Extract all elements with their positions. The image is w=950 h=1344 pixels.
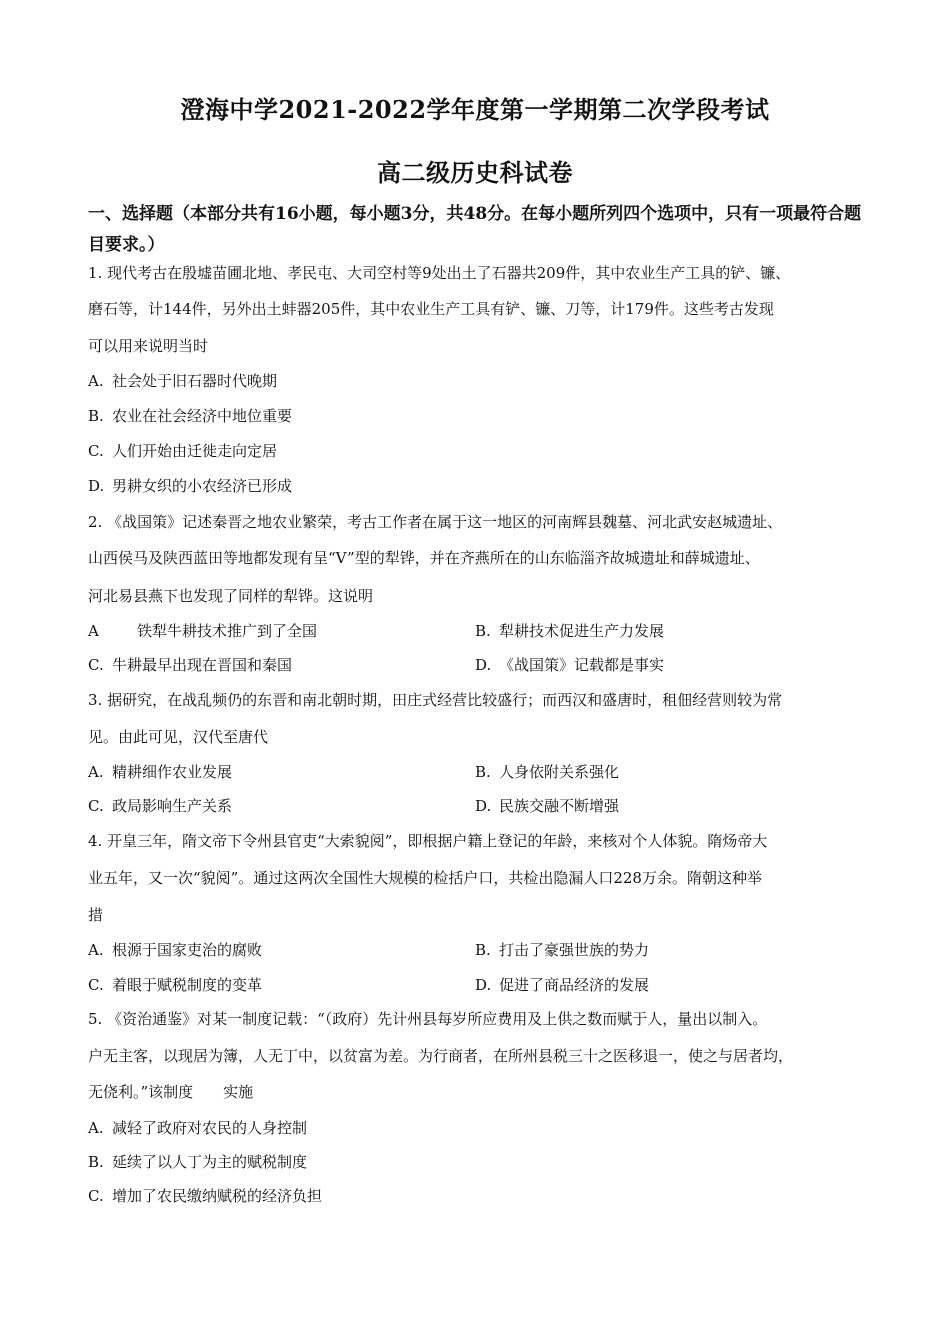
question-3-option-c[interactable] — [88, 795, 232, 816]
option-letter: A. — [88, 1119, 104, 1137]
question-1-stem-line-2: 磨石等，计144件，另外出土蚌器205件，其中农业生产工具有铲、镰、刀等，计179件。这些考古发现 — [88, 300, 774, 318]
question-1-option-a[interactable] — [88, 370, 277, 391]
question-5-stem-line-3: 无侥利。”该制度 实施 — [88, 1083, 254, 1101]
option-text: 人身依附关系强化 — [499, 763, 620, 781]
option-text: 社会处于旧石器时代晚期 — [112, 372, 278, 390]
option-letter: A. — [88, 763, 104, 781]
option-letter: C. — [88, 656, 104, 674]
question-4-option-d[interactable] — [475, 974, 649, 995]
question-3-option-b[interactable] — [475, 761, 619, 782]
question-2-stem-line-1: 2. 《战国策》记述秦晋之地农业繁荣，考古工作者在属于这一地区的河南辉县魏墓、河北武安赵城遗址、 — [88, 513, 783, 531]
question-4-stem-line-3: 措 — [88, 906, 104, 924]
option-text: 减轻了政府对农民的人身控制 — [112, 1119, 308, 1137]
question-4-option-a[interactable] — [88, 939, 262, 960]
question-5-option-a[interactable] — [88, 1117, 307, 1138]
question-2-option-c[interactable] — [88, 654, 292, 675]
option-text: 《战国策》记载都是事实 — [499, 656, 665, 674]
question-2-option-b[interactable] — [475, 620, 664, 641]
option-text: 农业在社会经济中地位重要 — [112, 407, 293, 425]
option-letter: C. — [88, 797, 104, 815]
option-text: 增加了农民缴纳赋税的经济负担 — [112, 1187, 323, 1205]
question-1-stem-line-3: 可以用来说明当时 — [88, 337, 209, 355]
option-text: 民族交融不断增强 — [499, 797, 620, 815]
question-1-option-d[interactable] — [88, 475, 292, 496]
option-text: 着眼于赋税制度的变革 — [112, 976, 263, 994]
exam-subtitle: 高二级历史科试卷 — [377, 158, 573, 187]
option-letter: C. — [88, 442, 104, 460]
question-4-option-b[interactable] — [475, 939, 649, 960]
question-4-stem-line-1: 4. 开皇三年，隋文帝下令州县官吏“大索貌阅”，即根据户籍上登记的年龄，来核对个人体貌。隋炀帝大 — [88, 832, 768, 850]
option-text: 根源于国家吏治的腐败 — [112, 941, 263, 959]
question-5-stem-line-2: 户无主客，以现居为簿，人无丁中，以贫富为差。为行商者，在所州县税三十之医移退一，使之与居者均， — [88, 1047, 794, 1065]
option-text: 男耕女织的小农经济已形成 — [112, 477, 293, 495]
question-5-option-c[interactable] — [88, 1185, 322, 1206]
option-text: 打击了豪强世族的势力 — [499, 941, 650, 959]
option-letter: C. — [88, 1187, 104, 1205]
option-letter: D. — [475, 656, 492, 674]
option-letter: D. — [475, 797, 492, 815]
question-4-option-c[interactable] — [88, 974, 262, 995]
question-3-option-d[interactable] — [475, 795, 619, 816]
question-2-stem-line-3: 河北易县燕下也发现了同样的犁铧。这说明 — [88, 587, 374, 605]
option-letter: A. — [88, 941, 104, 959]
question-1-stem-line-1: 1. 现代考古在殷墟苗圃北地、孝民屯、大司空村等9处出土了石器共209件，其中农业生产工具的铲、镰、 — [88, 264, 791, 282]
option-letter: A — [88, 622, 99, 640]
question-3-option-a[interactable] — [88, 761, 232, 782]
question-3-stem-line-2: 见。由此可见，汉代至唐代 — [88, 728, 269, 746]
option-text: 犁耕技术促进生产力发展 — [499, 622, 665, 640]
option-text: 人们开始由迁徙走向定居 — [112, 442, 278, 460]
option-letter: A. — [88, 372, 104, 390]
option-letter: C. — [88, 976, 104, 994]
question-2-option-d[interactable] — [475, 654, 664, 675]
option-text: 延续了以人丁为主的赋税制度 — [112, 1153, 308, 1171]
option-letter: D. — [475, 976, 492, 994]
question-2-option-a[interactable] — [88, 620, 317, 641]
option-letter: B. — [475, 622, 491, 640]
option-text: 精耕细作农业发展 — [112, 763, 233, 781]
option-letter: B. — [475, 941, 491, 959]
question-4-stem-line-2: 业五年，又一次“貌阅”。通过这两次全国性大规模的检括户口，共检出隐漏人口228万余。隋朝这种举 — [88, 869, 762, 887]
option-letter: B. — [88, 407, 104, 425]
question-5-stem-line-1: 5. 《资治通鉴》对某一制度记载：“（政府）先计州县每岁所应费用及上供之数而赋于人，量出以制入。 — [88, 1010, 768, 1028]
question-5-option-b[interactable] — [88, 1151, 307, 1172]
option-text: 促进了商品经济的发展 — [499, 976, 650, 994]
option-letter: B. — [475, 763, 491, 781]
question-1-option-b[interactable] — [88, 405, 292, 426]
question-1-option-c[interactable] — [88, 440, 277, 461]
option-letter: D. — [88, 477, 105, 495]
option-letter: B. — [88, 1153, 104, 1171]
option-text: 政局影响生产关系 — [112, 797, 233, 815]
question-3-stem-line-1: 3. 据研究，在战乱频仍的东晋和南北朝时期，田庄式经营比较盛行；而西汉和盛唐时，租佃经营则较为常 — [88, 691, 783, 709]
question-2-stem-line-2: 山西侯马及陕西蓝田等地都发现有呈“V”型的犁铧，并在齐燕所在的山东临淄齐故城遗址和薛城遗址、 — [88, 549, 760, 567]
section-heading: 一、选择题（本部分共有16小题，每小题3分，共48分。在每小题所列四个选项中，只有一项最符合题目要求。） — [88, 204, 862, 255]
exam-title: 澄海中学2021-2022学年度第一学期第二次学段考试 — [180, 95, 770, 124]
option-text: 铁犁牛耕技术推广到了全国 — [137, 622, 318, 640]
option-text: 牛耕最早出现在晋国和秦国 — [112, 656, 293, 674]
